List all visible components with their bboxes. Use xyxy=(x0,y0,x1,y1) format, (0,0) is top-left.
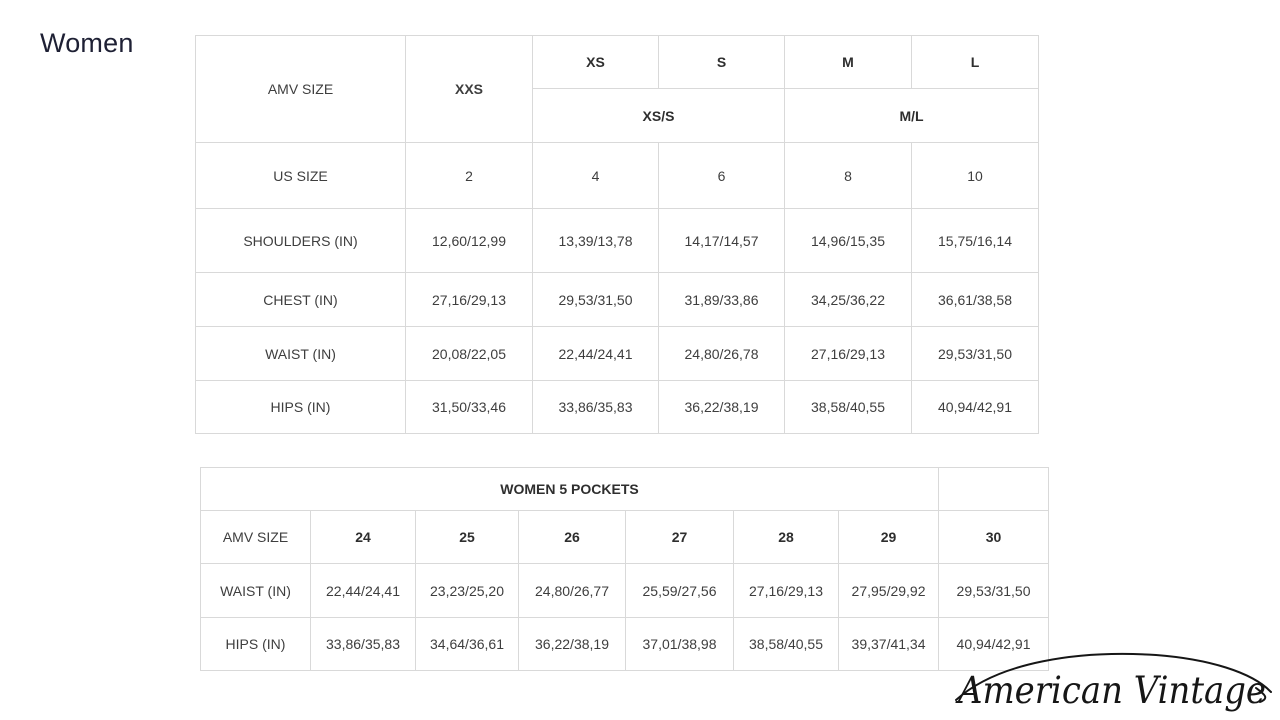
pockets-table-title: WOMEN 5 POCKETS xyxy=(201,468,939,511)
brand-logo-text: American Vintage xyxy=(955,669,1266,712)
size-header-m: M xyxy=(785,36,912,89)
value-cell: 31,89/33,86 xyxy=(659,273,785,327)
measure-label-chest-in: CHEST (IN) xyxy=(196,273,406,327)
table-row xyxy=(196,273,1039,327)
value-cell: 14,96/15,35 xyxy=(785,209,912,273)
value-cell: 22,44/24,41 xyxy=(533,327,659,381)
value-cell: 27,16/29,13 xyxy=(734,564,839,618)
value-cell: 40,94/42,91 xyxy=(912,381,1039,434)
amv-size-corner-label: AMV SIZE xyxy=(201,511,311,564)
value-cell: 25,59/27,56 xyxy=(626,564,734,618)
american-vintage-logo xyxy=(950,648,1276,718)
value-cell: 4 xyxy=(533,143,659,209)
value-cell: 29,53/31,50 xyxy=(533,273,659,327)
pocket-size-header-24: 24 xyxy=(311,511,416,564)
size-group-header-m-l: M/L xyxy=(785,89,1039,143)
table-row xyxy=(196,36,1039,89)
value-cell: 27,95/29,92 xyxy=(839,564,939,618)
women-5-pockets-table-body xyxy=(201,468,1049,671)
women-5-pockets-table xyxy=(200,467,1049,671)
measure-label-us-size: US SIZE xyxy=(196,143,406,209)
value-cell: 29,53/31,50 xyxy=(912,327,1039,381)
value-cell: 23,23/25,20 xyxy=(416,564,519,618)
value-cell: 14,17/14,57 xyxy=(659,209,785,273)
value-cell: 22,44/24,41 xyxy=(311,564,416,618)
pocket-size-header-28: 28 xyxy=(734,511,839,564)
value-cell: 24,80/26,78 xyxy=(659,327,785,381)
value-cell: 27,16/29,13 xyxy=(406,273,533,327)
measure-label-hips-in: HIPS (IN) xyxy=(201,618,311,671)
size-group-header-xs-s: XS/S xyxy=(533,89,785,143)
value-cell: 31,50/33,46 xyxy=(406,381,533,434)
pocket-size-header-29: 29 xyxy=(839,511,939,564)
value-cell: 27,16/29,13 xyxy=(785,327,912,381)
value-cell: 38,58/40,55 xyxy=(734,618,839,671)
amv-size-corner-label: AMV SIZE xyxy=(196,36,406,143)
table-row xyxy=(201,564,1049,618)
size-header-l: L xyxy=(912,36,1039,89)
value-cell: 6 xyxy=(659,143,785,209)
value-cell: 20,08/22,05 xyxy=(406,327,533,381)
table-row xyxy=(201,618,1049,671)
women-size-table-body xyxy=(196,36,1039,434)
pockets-header-spacer xyxy=(939,468,1049,511)
table-row xyxy=(196,209,1039,273)
value-cell: 2 xyxy=(406,143,533,209)
brand-script-icon xyxy=(950,648,1276,718)
value-cell: 15,75/16,14 xyxy=(912,209,1039,273)
value-cell: 36,61/38,58 xyxy=(912,273,1039,327)
value-cell: 33,86/35,83 xyxy=(533,381,659,434)
table-row xyxy=(196,381,1039,434)
measure-label-shoulders-in: SHOULDERS (IN) xyxy=(196,209,406,273)
value-cell: 24,80/26,77 xyxy=(519,564,626,618)
value-cell: 34,64/36,61 xyxy=(416,618,519,671)
pocket-size-header-30: 30 xyxy=(939,511,1049,564)
value-cell: 39,37/41,34 xyxy=(839,618,939,671)
size-header-xs: XS xyxy=(533,36,659,89)
measure-label-waist-in: WAIST (IN) xyxy=(201,564,311,618)
table-row xyxy=(201,468,1049,511)
measure-label-hips-in: HIPS (IN) xyxy=(196,381,406,434)
pocket-size-header-25: 25 xyxy=(416,511,519,564)
table-row xyxy=(196,327,1039,381)
value-cell: 33,86/35,83 xyxy=(311,618,416,671)
value-cell: 12,60/12,99 xyxy=(406,209,533,273)
table-row xyxy=(201,511,1049,564)
measure-label-waist-in: WAIST (IN) xyxy=(196,327,406,381)
value-cell: 37,01/38,98 xyxy=(626,618,734,671)
value-cell: 36,22/38,19 xyxy=(659,381,785,434)
women-size-table xyxy=(195,35,1039,434)
value-cell: 8 xyxy=(785,143,912,209)
size-header-xxs: XXS xyxy=(406,36,533,143)
page-title: Women xyxy=(40,28,134,58)
pocket-size-header-26: 26 xyxy=(519,511,626,564)
value-cell: 34,25/36,22 xyxy=(785,273,912,327)
value-cell: 36,22/38,19 xyxy=(519,618,626,671)
value-cell: 10 xyxy=(912,143,1039,209)
value-cell: 40,94/42,91 xyxy=(939,618,1049,671)
value-cell: 13,39/13,78 xyxy=(533,209,659,273)
value-cell: 38,58/40,55 xyxy=(785,381,912,434)
pocket-size-header-27: 27 xyxy=(626,511,734,564)
size-header-s: S xyxy=(659,36,785,89)
table-row xyxy=(196,143,1039,209)
value-cell: 29,53/31,50 xyxy=(939,564,1049,618)
